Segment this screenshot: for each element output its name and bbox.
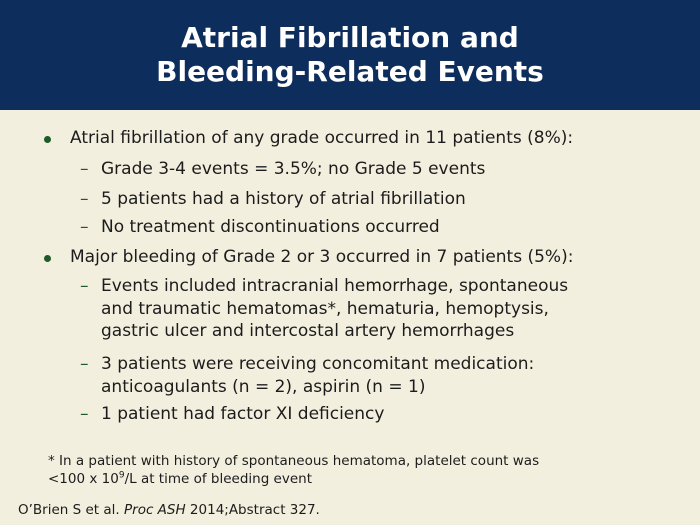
footnote-line-2-pre: <100 x 10 xyxy=(48,471,119,487)
dash-icon: – xyxy=(80,404,89,424)
sub-bullet-text-line: gastric ulcer and intercostal artery hemorrhages xyxy=(101,321,515,341)
citation-details: 2014;Abstract 327. xyxy=(189,502,320,518)
dash-icon: – xyxy=(80,159,89,179)
bullet-dot-icon xyxy=(44,136,51,143)
sub-bullet-text-line: 3 patients were receiving concomitant medication: xyxy=(101,354,535,374)
sub-bullet-text: 5 patients had a history of atrial fibrillation xyxy=(101,189,466,209)
footnote-line-2-post: /L at time of bleeding event xyxy=(124,471,313,487)
bullet-dot-icon xyxy=(44,255,51,262)
dash-icon: – xyxy=(80,354,89,374)
sub-bullet-text-line: Events included intracranial hemorrhage, spontaneous xyxy=(101,276,569,296)
citation-journal: Proc ASH xyxy=(124,502,186,518)
footnote-superscript: 9 xyxy=(118,470,125,481)
sub-bullet-text: Grade 3-4 events = 3.5%; no Grade 5 events xyxy=(101,159,486,179)
slide-title-line-2: Bleeding-Related Events xyxy=(156,55,544,88)
bullet-text: Atrial fibrillation of any grade occurred in 11 patients (8%): xyxy=(70,128,574,148)
sub-bullet-text: No treatment discontinuations occurred xyxy=(101,217,440,237)
title-banner xyxy=(0,0,700,110)
citation-authors: O’Brien S et al. xyxy=(18,502,120,518)
dash-icon: – xyxy=(80,189,89,209)
citation xyxy=(18,502,320,518)
footnote-line-1: * In a patient with history of spontaneous hematoma, platelet count was xyxy=(48,453,540,469)
slide-title-line-1: Atrial Fibrillation and xyxy=(181,21,519,54)
sub-bullet-text: 1 patient had factor XI deficiency xyxy=(101,404,385,424)
sub-bullet-text-line: anticoagulants (n = 2), aspirin (n = 1) xyxy=(101,376,426,397)
slide-title xyxy=(156,21,544,89)
footnote xyxy=(48,452,539,488)
dash-icon: – xyxy=(80,276,89,296)
dash-icon: – xyxy=(80,217,89,237)
sub-bullet-text-line: and traumatic hematomas*, hematuria, hemoptysis, xyxy=(101,298,549,319)
footnote-line-2 xyxy=(48,470,539,488)
bullet-text: Major bleeding of Grade 2 or 3 occurred in 7 patients (5%): xyxy=(70,247,574,267)
